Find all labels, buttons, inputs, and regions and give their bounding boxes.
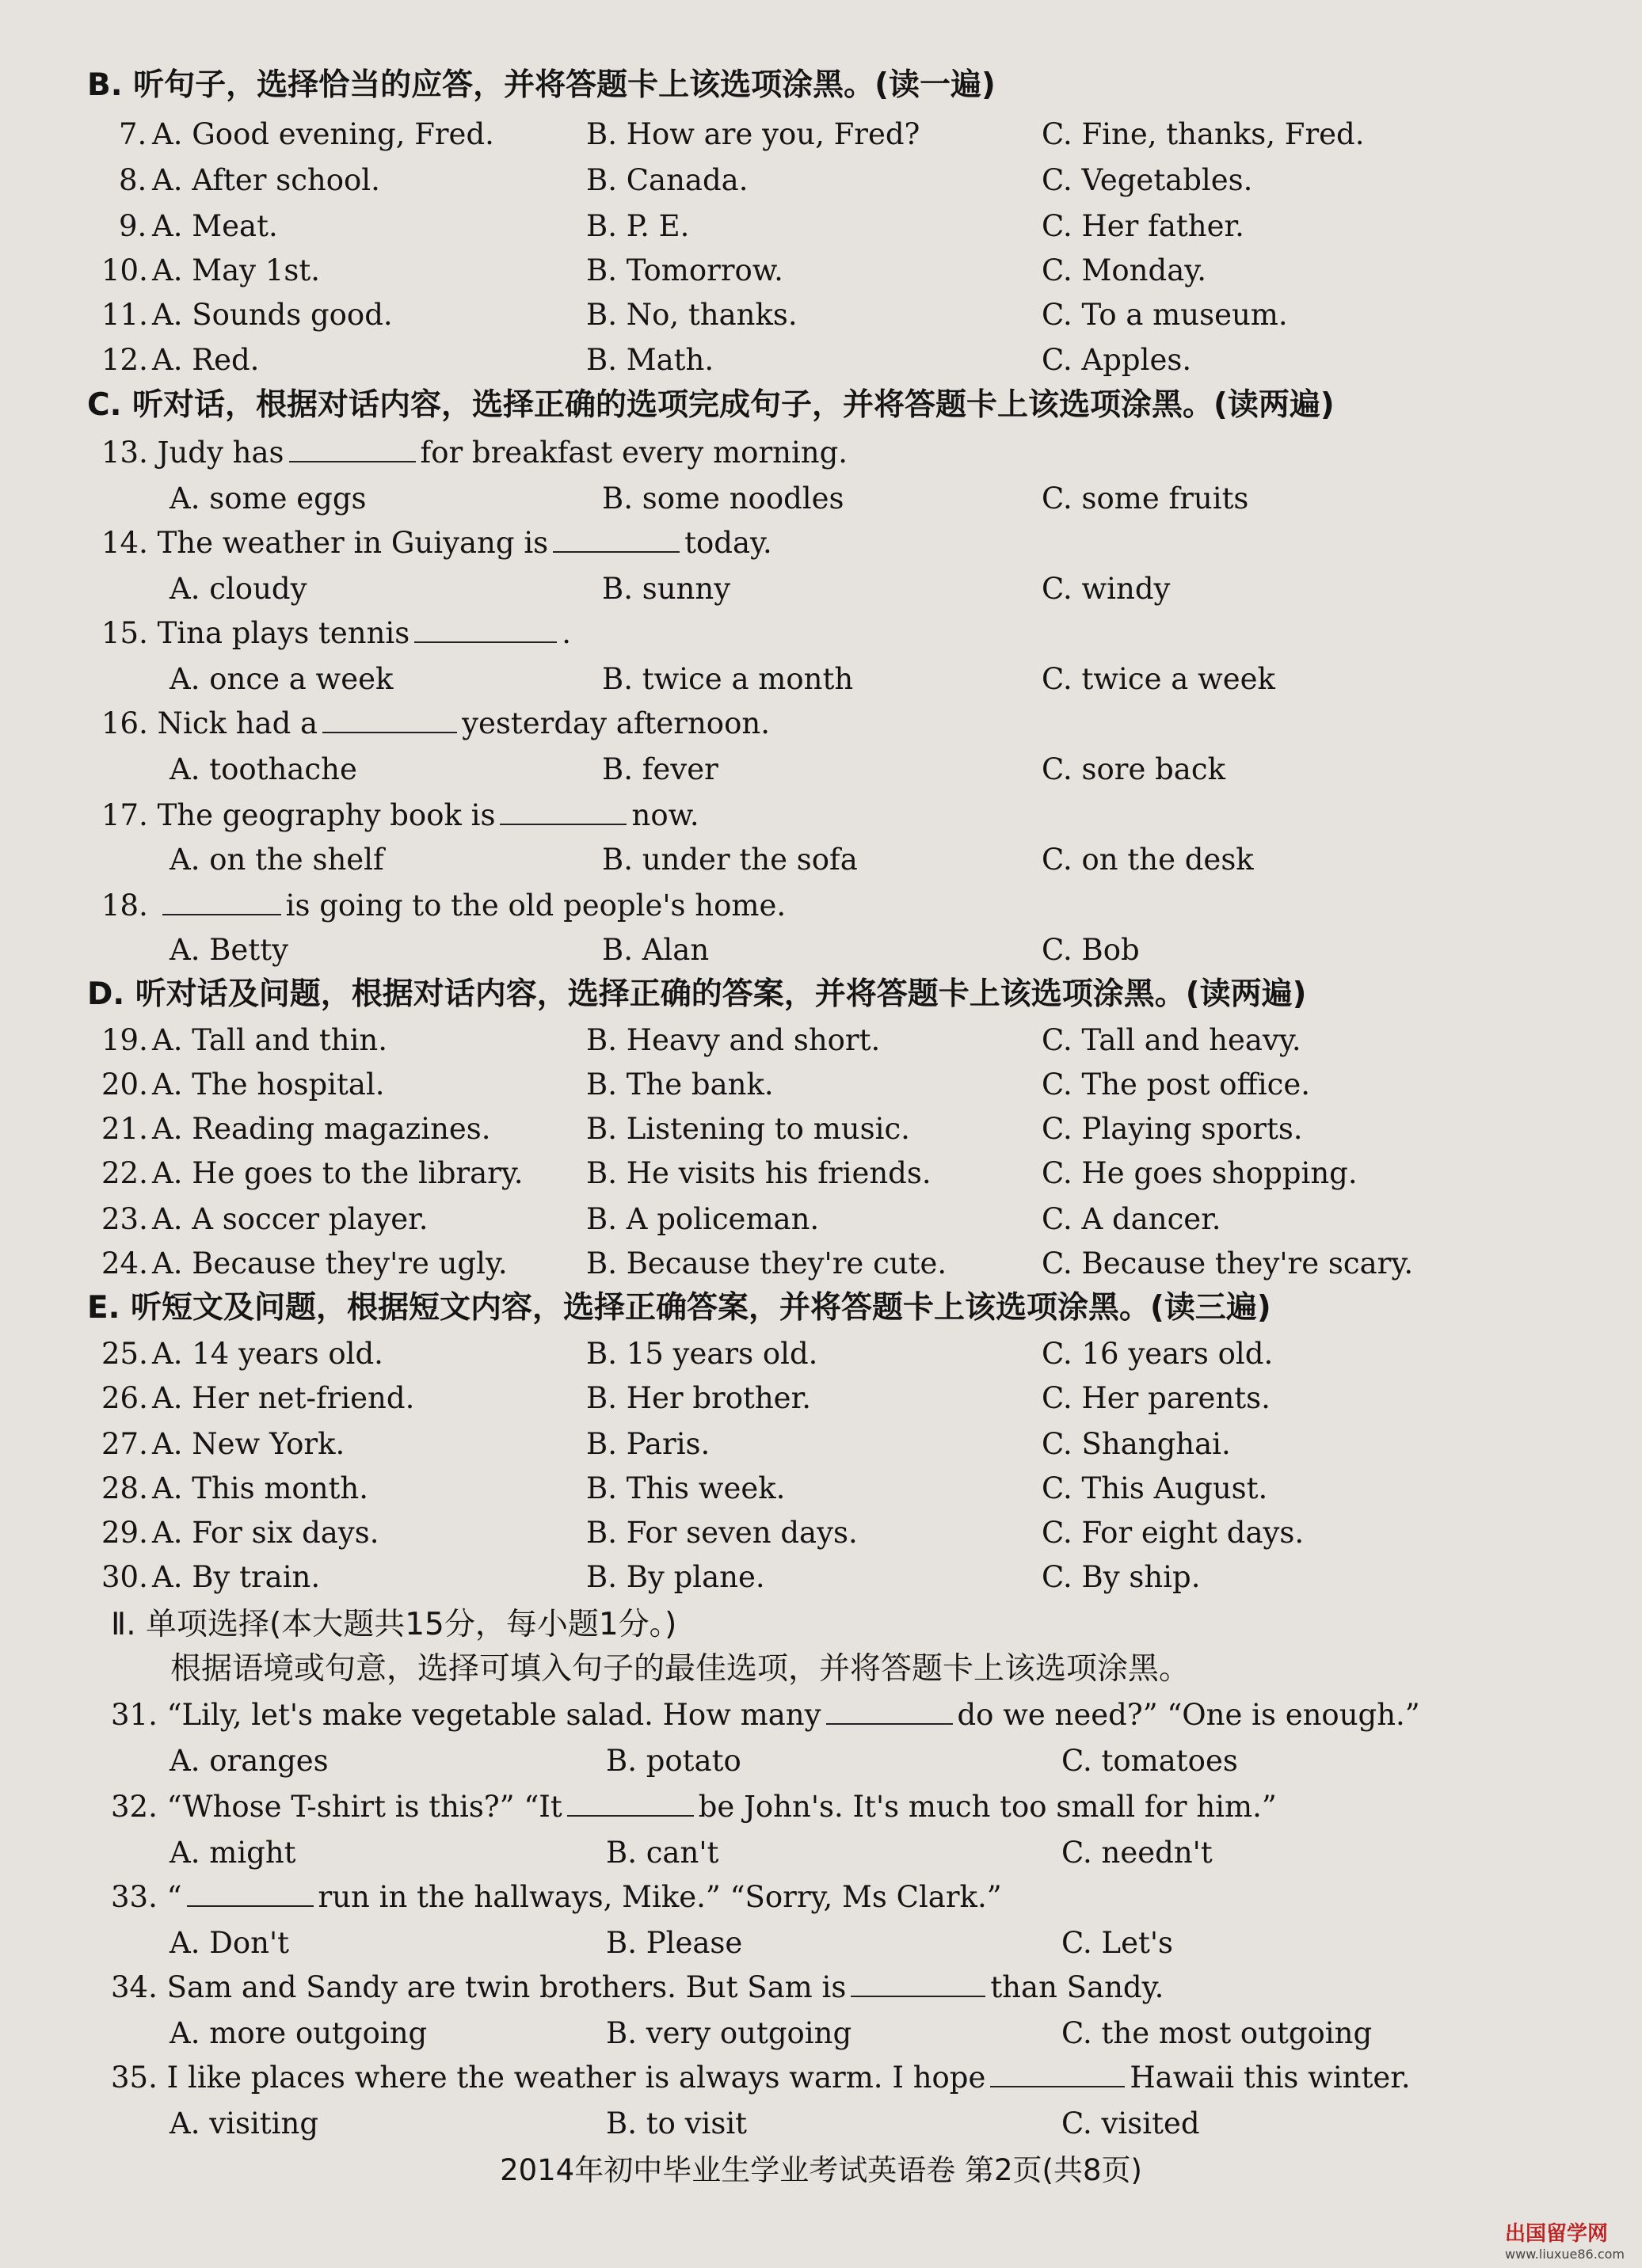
option-a: A. Red. — [152, 343, 260, 377]
stem-before: The weather in Guiyang is — [157, 526, 549, 560]
option-c: C. on the desk — [1042, 843, 1254, 877]
option-a: A. After school. — [152, 163, 380, 197]
stem-after: do we need?” “One is enough.” — [957, 1698, 1420, 1732]
answer-blank — [567, 1783, 694, 1817]
stem-before: “ — [166, 1880, 182, 1914]
option-a: A. might — [170, 1836, 296, 1870]
question-number: 14. — [101, 526, 148, 560]
option-a: A. New York. — [152, 1427, 345, 1461]
option-a: A. He goes to the library. — [152, 1156, 524, 1190]
option-a: A. Tall and thin. — [152, 1023, 387, 1057]
answer-blank — [851, 1964, 985, 1997]
option-b: B. No, thanks. — [586, 298, 798, 332]
option-a: A. Sounds good. — [152, 298, 393, 332]
question-13-stem — [101, 429, 848, 477]
option-c: C. A dancer. — [1042, 1202, 1221, 1236]
stem-after: now. — [631, 798, 699, 832]
option-a: A. Betty — [170, 933, 288, 967]
section-e-heading: E. 听短文及问题，根据短文内容，选择正确答案，并将答题卡上该选项涂黑。(读三遍) — [87, 1290, 1271, 1326]
option-b: B. fever — [602, 752, 718, 786]
answer-blank — [826, 1691, 953, 1725]
watermark-logo — [1505, 2217, 1625, 2262]
question-31-stem — [111, 1691, 1420, 1739]
option-b: B. twice a month — [602, 662, 854, 696]
question-number: 28. — [101, 1471, 148, 1505]
option-b: B. Paris. — [586, 1427, 711, 1461]
option-a: A. Her net-friend. — [152, 1381, 415, 1415]
question-number: 20. — [101, 1067, 148, 1102]
stem-after: . — [562, 616, 572, 650]
question-8 — [0, 157, 1642, 204]
answer-blank — [289, 429, 416, 462]
option-c: C. Shanghai. — [1042, 1427, 1231, 1461]
question-number: 15. — [101, 616, 148, 650]
question-32-options — [0, 1829, 1642, 1877]
option-a: A. Reading magazines. — [152, 1112, 491, 1146]
option-a: A. more outgoing — [170, 2016, 428, 2050]
option-a: A. For six days. — [152, 1516, 379, 1550]
option-b: B. potato — [606, 1744, 741, 1778]
question-25 — [0, 1330, 1642, 1378]
question-number: 13. — [101, 436, 148, 470]
option-b: B. some noodles — [602, 481, 844, 516]
answer-blank — [322, 700, 457, 733]
option-c: C. Let's — [1061, 1926, 1174, 1960]
question-number: 9. — [119, 209, 147, 243]
answer-blank — [162, 882, 281, 915]
question-16-options — [0, 746, 1642, 793]
answer-blank — [500, 792, 627, 825]
option-b: B. Tomorrow. — [586, 253, 783, 287]
question-14-stem — [101, 519, 772, 567]
question-33-stem — [111, 1874, 1002, 1921]
stem-before: Tina plays tennis — [157, 616, 410, 650]
stem-before: Judy has — [157, 436, 284, 470]
option-a: A. some eggs — [170, 481, 367, 516]
option-b: B. Alan — [602, 933, 710, 967]
question-23 — [0, 1196, 1642, 1243]
option-c: C. This August. — [1042, 1471, 1268, 1505]
question-number: 8. — [119, 163, 147, 197]
question-17-options — [0, 836, 1642, 884]
stem-after: be John's. It's much too small for him.” — [698, 1790, 1277, 1824]
question-number: 23. — [101, 1202, 148, 1236]
option-a: A. on the shelf — [170, 843, 384, 877]
option-c: C. He goes shopping. — [1042, 1156, 1358, 1190]
question-20 — [0, 1061, 1642, 1109]
option-a: A. This month. — [152, 1471, 368, 1505]
question-number: 34. — [111, 1970, 158, 2004]
section-c-heading: C. 听对话，根据对话内容，选择正确的选项完成句子，并将答题卡上该选项涂黑。(读两遍) — [87, 387, 1335, 423]
option-c: C. Tall and heavy. — [1042, 1023, 1301, 1057]
answer-blank — [553, 519, 680, 553]
question-15-options — [0, 656, 1642, 703]
question-number: 21. — [101, 1112, 148, 1146]
option-a: A. Meat. — [152, 209, 278, 243]
stem-before: Nick had a — [157, 706, 318, 740]
section-d-heading: D. 听对话及问题，根据对话内容，选择正确的答案，并将答题卡上该选项涂黑。(读两遍) — [87, 976, 1307, 1012]
question-number: 19. — [101, 1023, 148, 1057]
question-number: 16. — [101, 706, 148, 740]
option-c: C. Monday. — [1042, 253, 1206, 287]
stem-before: I like places where the weather is always warm. I hope — [166, 2061, 986, 2095]
option-a: A. Don't — [170, 1926, 290, 1960]
option-b: B. He visits his friends. — [586, 1156, 931, 1190]
question-13-options — [0, 475, 1642, 523]
page-footer: 2014年初中毕业生学业考试英语卷 第2页(共8页) — [500, 2153, 1142, 2187]
option-b: B. very outgoing — [606, 2016, 852, 2050]
option-b: B. to visit — [606, 2106, 748, 2141]
question-21 — [0, 1105, 1642, 1153]
question-number: 25. — [101, 1337, 148, 1371]
question-number: 12. — [101, 343, 148, 377]
stem-after: for breakfast every morning. — [420, 436, 848, 470]
option-a: A. Good evening, Fred. — [152, 117, 494, 151]
question-18-options — [0, 927, 1642, 974]
option-b: B. A policeman. — [586, 1202, 820, 1236]
answer-blank — [187, 1874, 314, 1907]
question-number: 22. — [101, 1156, 148, 1190]
option-b: B. Listening to music. — [586, 1112, 910, 1146]
option-c: C. Bob — [1042, 933, 1140, 967]
option-b: B. P. E. — [586, 209, 690, 243]
question-number: 31. — [111, 1698, 158, 1732]
question-26 — [0, 1375, 1642, 1422]
question-19 — [0, 1017, 1642, 1064]
question-9 — [0, 203, 1642, 250]
option-c: C. Playing sports. — [1042, 1112, 1303, 1146]
question-10 — [0, 247, 1642, 295]
question-number: 24. — [101, 1246, 148, 1281]
question-31-options — [0, 1737, 1642, 1785]
watermark-name: 出国留学网 — [1505, 2222, 1609, 2246]
option-b: B. Because they're cute. — [586, 1246, 947, 1281]
stem-after: today. — [684, 526, 772, 560]
question-14-options — [0, 565, 1642, 613]
option-c: C. Vegetables. — [1042, 163, 1253, 197]
section-2-heading: Ⅱ. 单项选择(本大题共15分，每小题1分。) — [111, 1607, 677, 1642]
option-a: A. 14 years old. — [152, 1337, 383, 1371]
option-b: B. Please — [606, 1926, 743, 1960]
option-b: B. Heavy and short. — [586, 1023, 881, 1057]
option-a: A. visiting — [170, 2106, 319, 2141]
option-c: C. 16 years old. — [1042, 1337, 1274, 1371]
question-12 — [0, 337, 1642, 384]
question-number: 18. — [101, 889, 148, 923]
option-b: B. Canada. — [586, 163, 749, 197]
question-27 — [0, 1421, 1642, 1468]
option-b: B. under the sofa — [602, 843, 858, 877]
option-a: A. By train. — [152, 1560, 321, 1594]
option-c: C. To a museum. — [1042, 298, 1288, 332]
question-35-options — [0, 2100, 1642, 2148]
question-18-stem — [101, 882, 786, 930]
answer-blank — [990, 2054, 1125, 2087]
option-b: B. can't — [606, 1836, 719, 1870]
option-c: C. some fruits — [1042, 481, 1249, 516]
stem-before: The geography book is — [157, 798, 496, 832]
option-c: C. By ship. — [1042, 1560, 1201, 1594]
question-28 — [0, 1465, 1642, 1513]
question-number: 35. — [111, 2061, 158, 2095]
question-15-stem — [101, 610, 571, 657]
option-c: C. sore back — [1042, 752, 1226, 786]
option-c: C. the most outgoing — [1061, 2016, 1373, 2050]
question-35-stem — [111, 2054, 1411, 2102]
option-b: B. How are you, Fred? — [586, 117, 920, 151]
question-number: 11. — [101, 298, 148, 332]
question-number: 30. — [101, 1560, 148, 1594]
option-c: C. The post office. — [1042, 1067, 1311, 1102]
question-30 — [0, 1554, 1642, 1601]
option-a: A. Because they're ugly. — [152, 1246, 508, 1281]
option-b: B. By plane. — [586, 1560, 765, 1594]
option-c: C. Because they're scary. — [1042, 1246, 1414, 1281]
question-number: 27. — [101, 1427, 148, 1461]
option-b: B. For seven days. — [586, 1516, 858, 1550]
option-a: A. cloudy — [170, 572, 307, 606]
stem-before: “Lily, let's make vegetable salad. How many — [166, 1698, 821, 1732]
question-number: 32. — [111, 1790, 158, 1824]
question-number: 26. — [101, 1381, 148, 1415]
option-a: A. May 1st. — [152, 253, 321, 287]
option-b: B. sunny — [602, 572, 731, 606]
watermark-url: www.liuxue86.com — [1505, 2247, 1625, 2262]
question-29 — [0, 1509, 1642, 1557]
question-16-stem — [101, 700, 770, 748]
option-c: C. Apples. — [1042, 343, 1192, 377]
stem-before: Sam and Sandy are twin brothers. But Sam is — [166, 1970, 847, 2004]
question-number: 7. — [119, 117, 147, 151]
question-32-stem — [111, 1783, 1277, 1831]
stem-before: “Whose T-shirt is this?” “It — [166, 1790, 562, 1824]
section-2-instructions: 根据语境或句意，选择可填入句子的最佳选项，并将答题卡上该选项涂黑。 — [170, 1651, 1191, 1687]
option-c: C. visited — [1061, 2106, 1200, 2141]
question-number: 33. — [111, 1880, 158, 1914]
option-a: A. The hospital. — [152, 1067, 385, 1102]
option-b: B. Math. — [586, 343, 714, 377]
option-c: C. Her father. — [1042, 209, 1244, 243]
question-22 — [0, 1150, 1642, 1197]
stem-after: is going to the old people's home. — [285, 889, 787, 923]
question-33-options — [0, 1920, 1642, 1967]
option-c: C. Her parents. — [1042, 1381, 1271, 1415]
section-b-heading: B. 听句子，选择恰当的应答，并将答题卡上该选项涂黑。(读一遍) — [87, 67, 996, 103]
question-number: 10. — [101, 253, 148, 287]
question-number: 29. — [101, 1516, 148, 1550]
stem-after: yesterday afternoon. — [462, 706, 770, 740]
option-c: C. twice a week — [1042, 662, 1275, 696]
option-b: B. The bank. — [586, 1067, 774, 1102]
option-a: A. oranges — [170, 1744, 329, 1778]
option-b: B. This week. — [586, 1471, 786, 1505]
option-c: C. For eight days. — [1042, 1516, 1305, 1550]
question-24 — [0, 1240, 1642, 1288]
option-b: B. 15 years old. — [586, 1337, 818, 1371]
question-34-options — [0, 2010, 1642, 2057]
question-34-stem — [111, 1964, 1164, 2011]
option-c: C. windy — [1042, 572, 1171, 606]
question-11 — [0, 291, 1642, 339]
option-c: C. needn't — [1061, 1836, 1213, 1870]
option-a: A. once a week — [170, 662, 394, 696]
stem-after: Hawaii this winter. — [1130, 2061, 1411, 2095]
stem-after: run in the hallways, Mike.” “Sorry, Ms Clark.” — [318, 1880, 1002, 1914]
question-number: 17. — [101, 798, 148, 832]
option-a: A. toothache — [170, 752, 357, 786]
option-c: C. tomatoes — [1061, 1744, 1238, 1778]
question-17-stem — [101, 792, 699, 839]
question-7 — [0, 111, 1642, 158]
option-a: A. A soccer player. — [152, 1202, 429, 1236]
option-c: C. Fine, thanks, Fred. — [1042, 117, 1365, 151]
option-b: B. Her brother. — [586, 1381, 811, 1415]
stem-after: than Sandy. — [990, 1970, 1164, 2004]
answer-blank — [414, 610, 557, 643]
